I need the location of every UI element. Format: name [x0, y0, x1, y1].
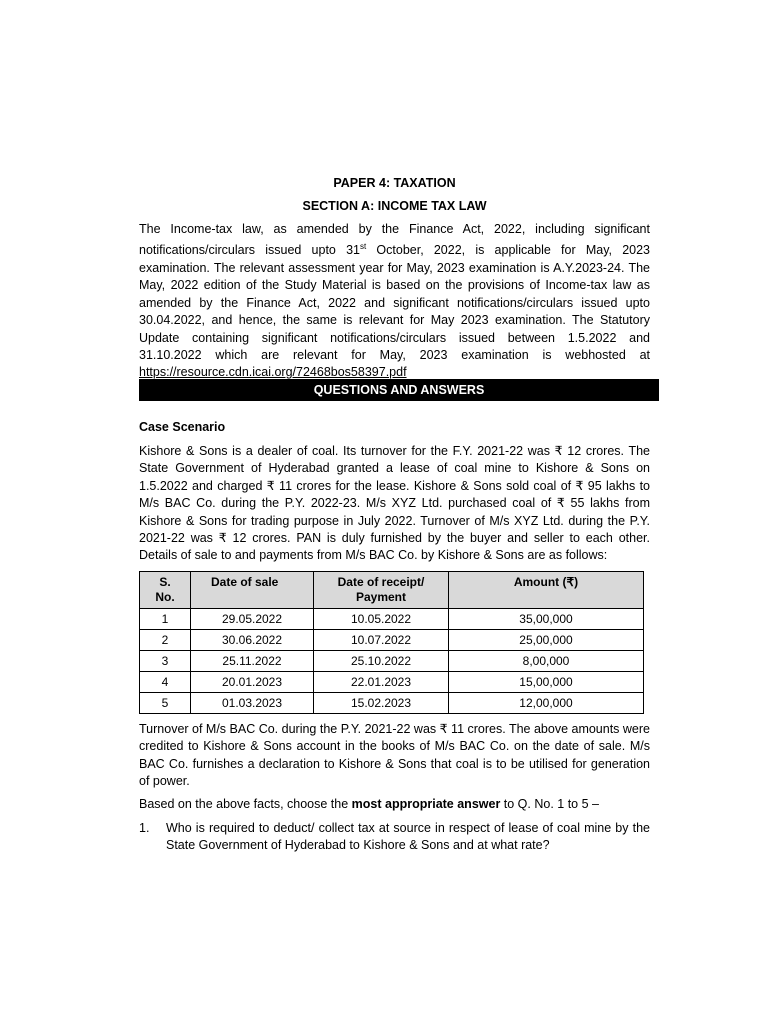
- questions-answers-banner: QUESTIONS AND ANSWERS: [139, 379, 659, 401]
- cell-date-of-sale: 25.11.2022: [191, 650, 314, 671]
- cell-amount: 35,00,000: [449, 608, 644, 629]
- intro-superscript: st: [359, 242, 367, 252]
- cell-date-of-receipt: 10.05.2022: [314, 608, 449, 629]
- intro-text-2: October, 2022, is applicable for May, 2023 examination. The relevant assessment year for May, 2023 examination is A.Y.2023-24. The May, 2022 edition of the Study Material is based on the provisions of Income-tax law as amended by the Finance Act, 2022 and significant notifications/circulars issued upto 30.04.2022, and hence, the same is relevant for May 2023 examination. The Statutory Update containing significant notifications/circulars issued between 1.5.2022 and 31.10.2022 which are relevant for May, 2023 examination is webhosted at: [139, 243, 650, 362]
- cell-date-of-receipt: 10.07.2022: [314, 629, 449, 650]
- cell-amount: 25,00,000: [449, 629, 644, 650]
- sales-table: [139, 571, 644, 714]
- case-scenario-text: Kishore & Sons is a dealer of coal. Its turnover for the F.Y. 2021-22 was ₹ 12 crores. The State Government of Hyderabad granted a lease of coal mine to Kishore & Sons on 1.5.2022 and charged ₹ 11 crores for the lease. Kishore & Sons sold coal of ₹ 95 lakhs to M/s BAC Co. during the P.Y. 2022-23. M/s XYZ Ltd. purchased coal of ₹ 55 lakhs from Kishore & Sons for trading purpose in July 2022. Turnover of M/s XYZ Ltd. during the P.Y. 2021-22 was ₹ 12 crores. PAN is duly furnished by the buyer and seller to each other. Details of sale to and payments from M/s BAC Co. by Kishore & Sons are as follows:: [139, 444, 650, 563]
- section-title: SECTION A: INCOME TAX LAW: [302, 199, 487, 213]
- cell-amount: 12,00,000: [449, 692, 644, 713]
- cell-date-of-sale: 01.03.2023: [191, 692, 314, 713]
- header-date-of-sale: Date of sale: [191, 571, 314, 608]
- paper-title: PAPER 4: TAXATION: [333, 176, 456, 190]
- header-amount: Amount (₹): [449, 571, 644, 608]
- case-scenario-heading: Case Scenario: [139, 420, 226, 434]
- table-row: [140, 671, 644, 692]
- document-header: [139, 174, 650, 382]
- cell-date-of-receipt: 25.10.2022: [314, 650, 449, 671]
- table-row: [140, 608, 644, 629]
- cell-date-of-sale: 20.01.2023: [191, 671, 314, 692]
- cell-date-of-sale: 30.06.2022: [191, 629, 314, 650]
- table-row: [140, 650, 644, 671]
- question-text: Who is required to deduct/ collect tax at source in respect of lease of coal mine by the State Government of Hyderabad to Kishore & Sons and at what rate?: [166, 820, 650, 853]
- intro-paragraph: [139, 221, 650, 382]
- cell-sno: 1: [140, 608, 191, 629]
- table-row: [140, 692, 644, 713]
- table-row: [140, 629, 644, 650]
- cell-sno: 5: [140, 692, 191, 713]
- cell-sno: 2: [140, 629, 191, 650]
- cell-sno: 4: [140, 671, 191, 692]
- cell-amount: 8,00,000: [449, 650, 644, 671]
- instruction-emphasis: most appropriate answer: [351, 797, 501, 812]
- instruction-paragraph: Based on the above facts, choose the most appropriate answer to Q. No. 1 to 5 –: [139, 797, 599, 812]
- header-date-of-receipt: Date of receipt/ Payment: [314, 571, 449, 608]
- after-table-paragraph: Turnover of M/s BAC Co. during the P.Y. 2021-22 was ₹ 11 crores. The above amounts were credited to Kishore & Sons account in the books of M/s BAC Co. on the date of sale. M/s BAC Co. furnishes a declaration to Kishore & Sons that coal is to be utilised for generation of power.: [139, 721, 650, 789]
- cell-date-of-receipt: 22.01.2023: [314, 671, 449, 692]
- intro-text-1: The Income-tax law, as amended by the Finance Act, 2022, including significant notifications/circulars issued upto 31: [139, 222, 650, 258]
- question-item: [139, 820, 650, 855]
- header-sno: S. No.: [140, 571, 191, 608]
- case-scenario-section: [139, 420, 650, 855]
- cell-amount: 15,00,000: [449, 671, 644, 692]
- table-header-row: [140, 571, 644, 608]
- question-number: 1.: [139, 820, 150, 835]
- statutory-update-link[interactable]: https://resource.cdn.icai.org/72468bos58397.pdf: [139, 365, 407, 380]
- cell-sno: 3: [140, 650, 191, 671]
- cell-date-of-sale: 29.05.2022: [191, 608, 314, 629]
- cell-date-of-receipt: 15.02.2023: [314, 692, 449, 713]
